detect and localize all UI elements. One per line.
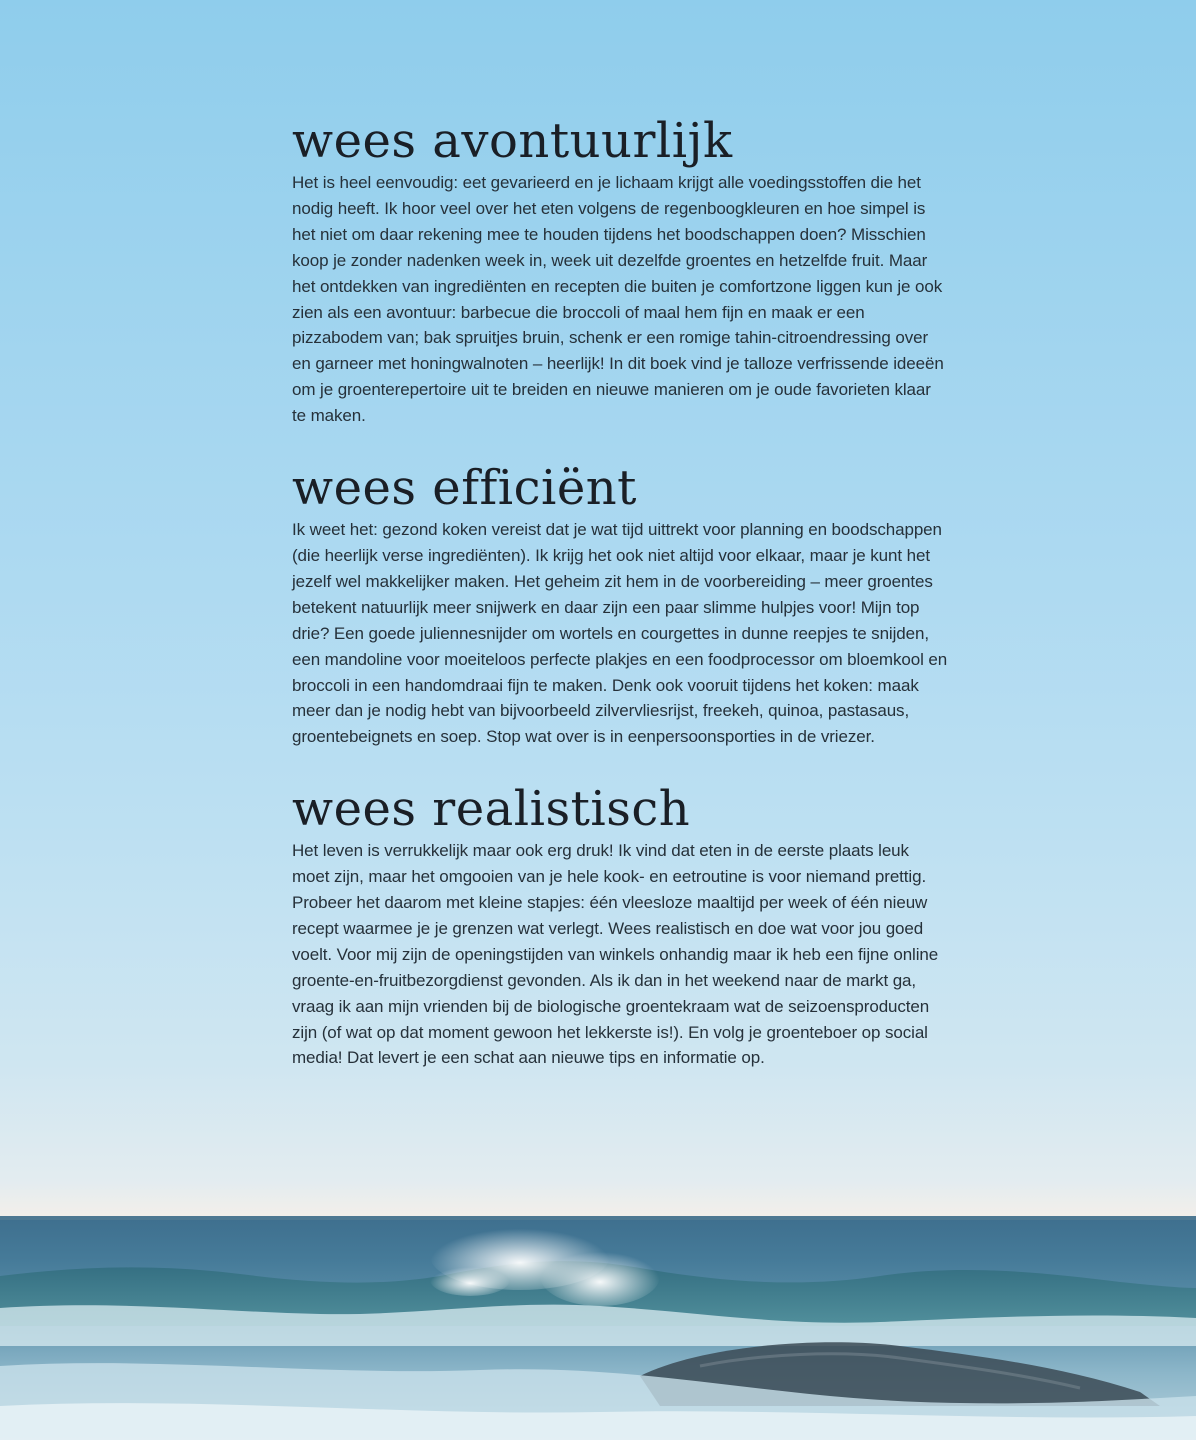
ocean-waves-photo [0, 1216, 1196, 1440]
section-adventurous [292, 112, 952, 429]
section-heading: wees realistisch [292, 781, 691, 838]
section-body: Ik weet het: gezond koken vereist dat je wat tijd uittrekt voor planning en boodschappen (die heerlijk verse ingrediënten). Ik krijg het ook niet altijd voor elkaar, maar je kunt het jezelf wel makkelijker maken. Het geheim zit hem in de voorbereiding – meer groentes betekent natuurlijk meer snijwerk en daar zijn een paar slimme hulpjes voor! Mijn top drie? Een goede juliennesnijder om wortels en courgettes in dunne reepjes te snijden, een mandoline voor moeiteloos perfecte plakjes en een foodprocessor om bloemkool en broccoli in een handomdraai fijn te maken. Denk ook vooruit tijdens het koken: maak meer dan je nodig hebt van bijvoorbeeld zilvervliesrijst, freekeh, quinoa, pastasaus, groentebeignets en soep. Stop wat over is in eenpersoonsporties in de vriezer. [292, 520, 948, 747]
section-body: Het is heel eenvoudig: eet gevarieerd en je lichaam krijgt alle voedingsstoffen die het nodig heeft. Ik hoor veel over het eten volgens de regenboogkleuren en hoe simpel is het niet om daar rekening mee te houden tijdens het boodschappen doen? Misschien koop je zonder nadenken week in, week uit dezelfde groentes en hetzelfde fruit. Maar het ontdekken van ingrediënten en recepten die buiten je comfortzone liggen kun je ook zien als een avontuur: barbecue die broccoli of maal hem fijn en maak er een pizzabodem van; bak spruitjes bruin, schenk er een romige tahin-citroendressing over en garneer met honingwalnoten – heerlijk! In dit boek vind je talloze verfrissende ideeën om je groenterepertoire uit te breiden en nieuwe manieren om je oude favorieten klaar te maken. [292, 173, 944, 426]
section-heading: wees avontuurlijk [292, 113, 733, 169]
section-realistic [292, 780, 952, 1071]
section-body: Het leven is verrukkelijk maar ook erg druk! Ik vind dat eten in de eerste plaats leuk moet zijn, maar het omgooien van je hele kook- en eetroutine is voor niemand prettig. Probeer het daarom met kleine stapjes: één vleesloze maaltijd per week of één nieuw recept waarmee je je grenzen wat verlegt. Wees realistisch en doe wat voor jou goed voelt. Voor mij zijn de openingstijden van winkels onhandig maar ik heb een fijne online groente-en-fruitbezorgdienst gevonden. Als ik dan in het weekend naar de markt ga, vraag ik aan mijn vrienden bij de biologische groentekraam wat de seizoensproducten zijn (of wat op dat moment gewoon het lekkerste is!). En volg je groenteboer op social media! Dat levert je een schat aan nieuwe tips en informatie op. [292, 841, 939, 1068]
section-efficient [292, 459, 952, 750]
article-content [292, 112, 952, 1071]
section-heading: wees efficiënt [292, 460, 637, 517]
